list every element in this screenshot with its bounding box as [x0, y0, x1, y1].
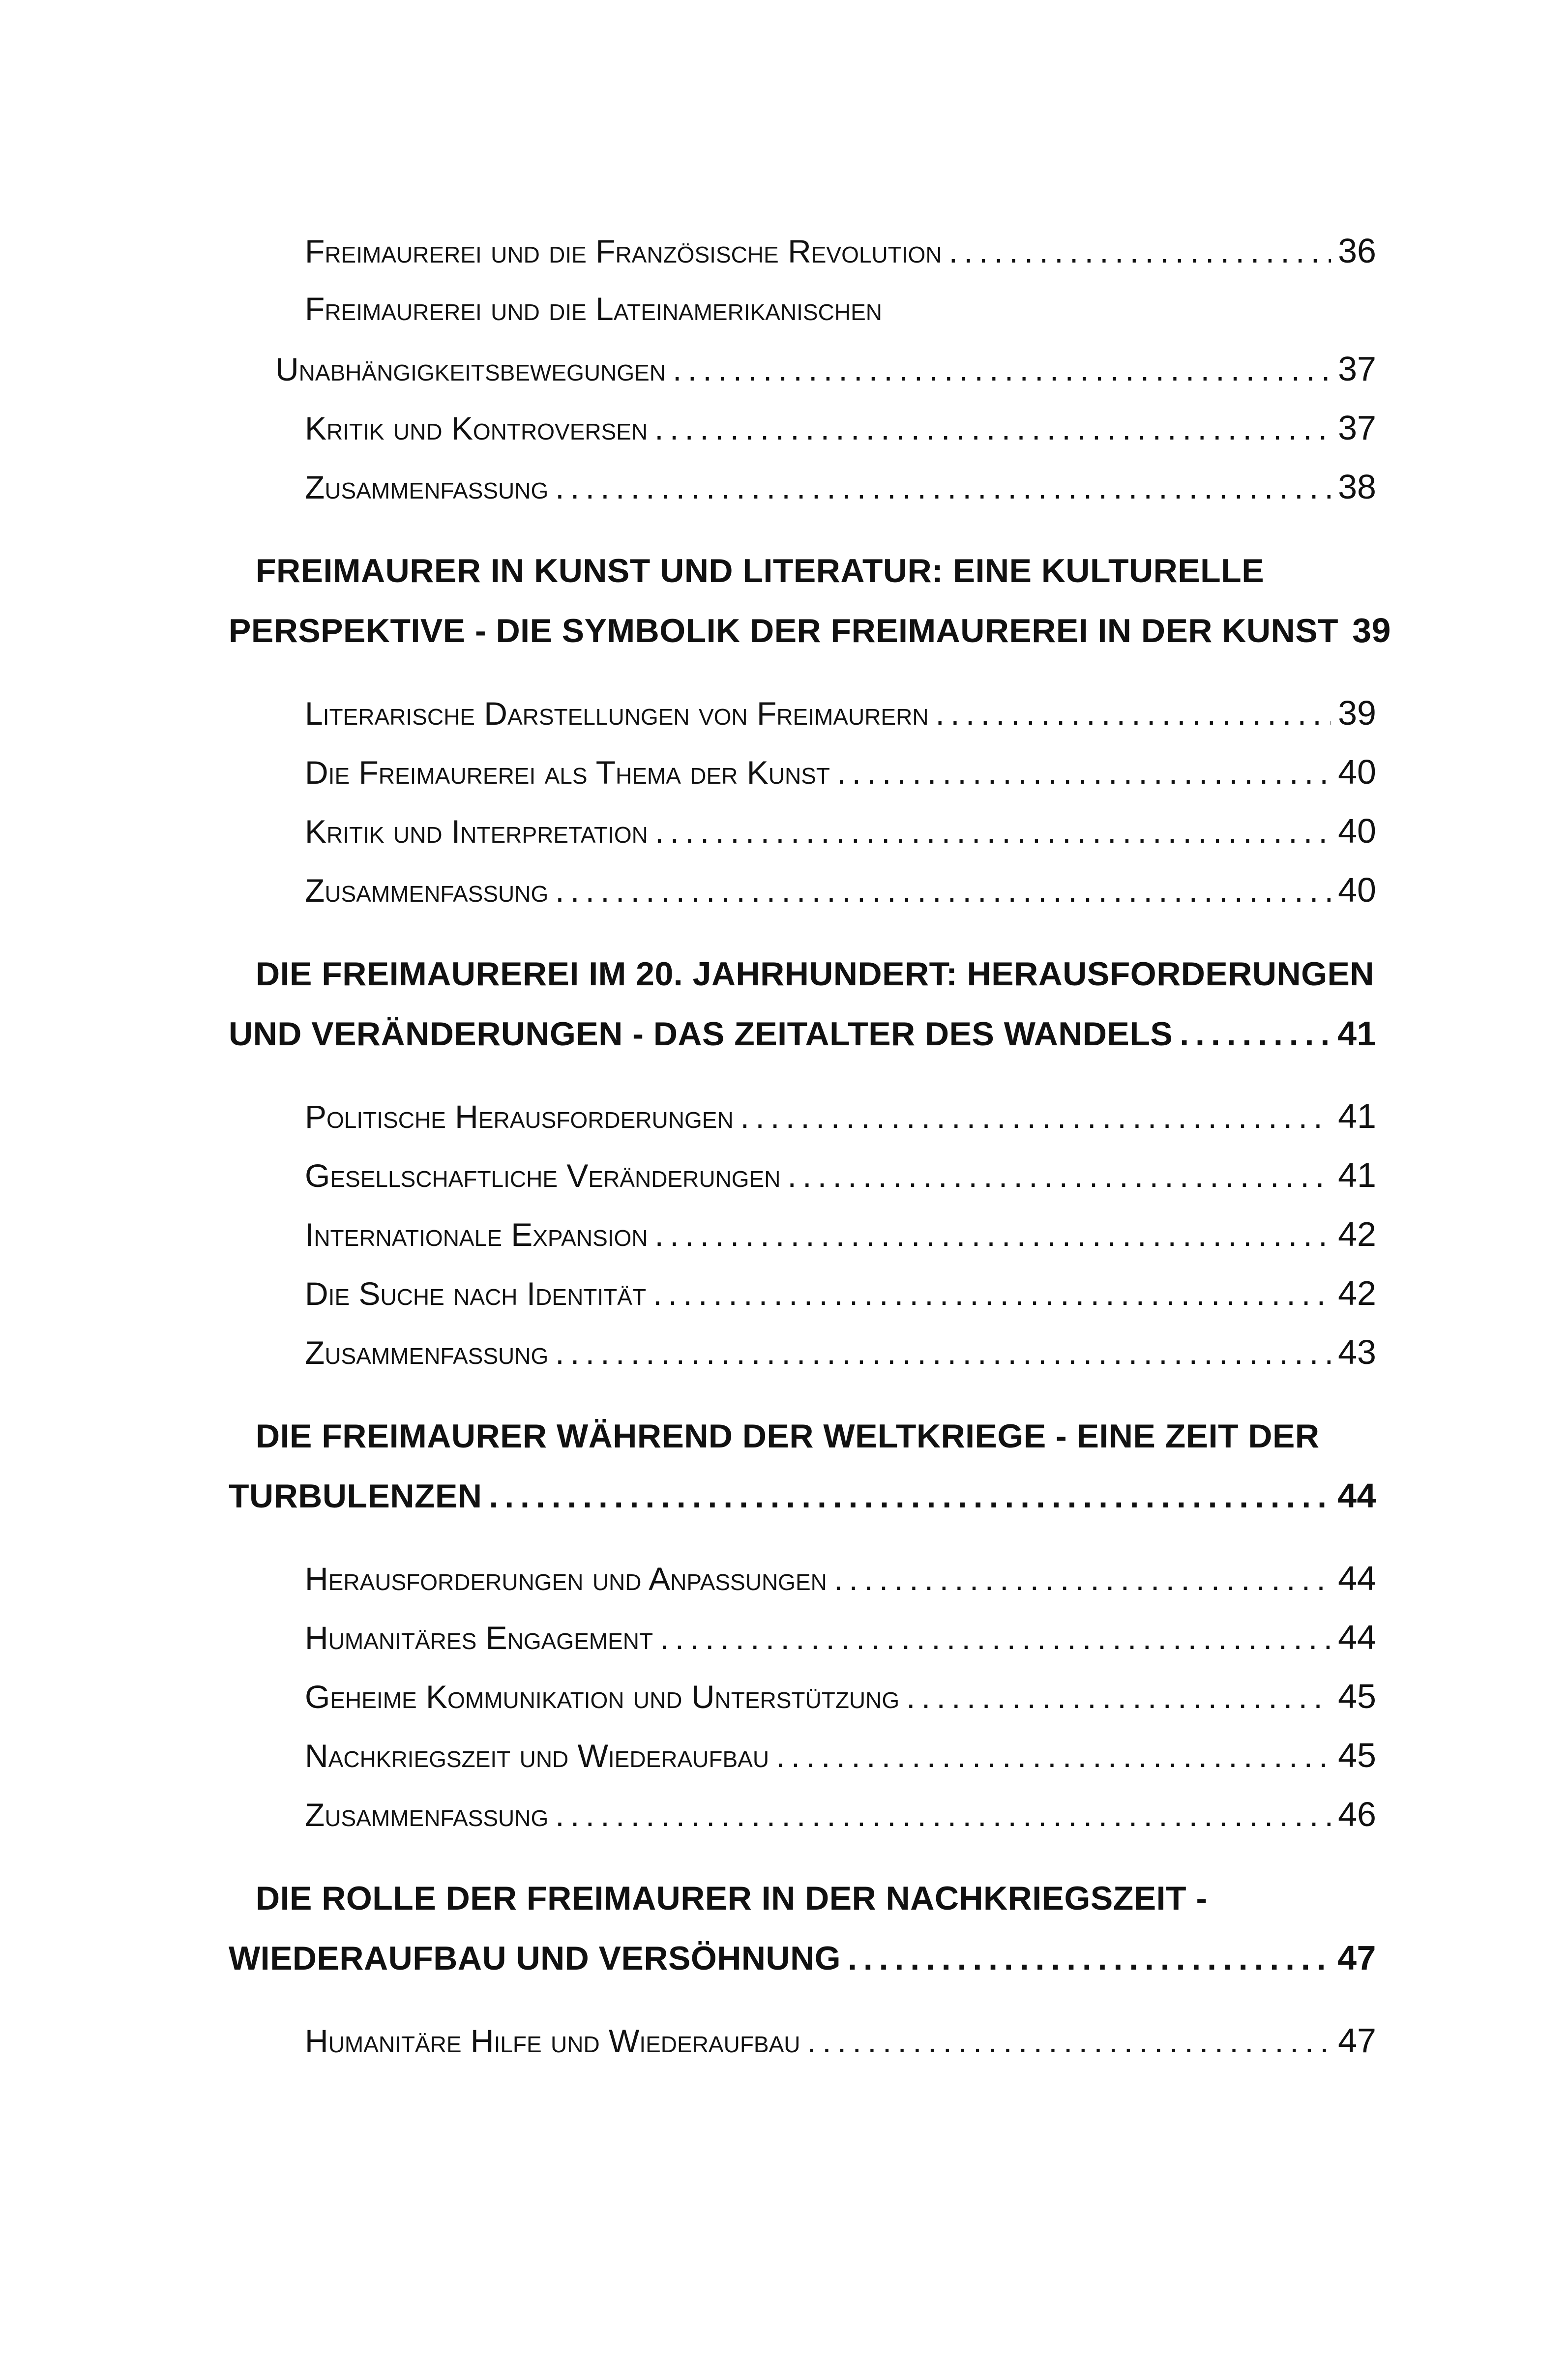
toc-leader-dots: [848, 1939, 1331, 1977]
toc-chapter[interactable]: [256, 1879, 1376, 1918]
toc-entry[interactable]: [305, 1736, 1376, 1775]
toc-entry-page: 41: [1338, 1097, 1376, 1135]
toc-chapter-title: TURBULENZEN: [229, 1477, 482, 1515]
toc-entry-page: 44: [1338, 1559, 1376, 1597]
toc-entry-page: 45: [1338, 1736, 1376, 1774]
toc-leader-dots: [837, 754, 1331, 791]
toc-entry-page: 47: [1338, 2021, 1376, 2060]
toc-entry-title: Nachkriegszeit und Wiederaufbau: [305, 1738, 769, 1774]
toc-entry-title: Zusammenfassung: [305, 872, 549, 909]
toc-entry[interactable]: [305, 1677, 1376, 1716]
toc-leader-dots: [655, 1216, 1331, 1253]
toc-entry-title: Unabhängigkeitsbewegungen: [275, 351, 666, 387]
toc-entry-page: 40: [1338, 871, 1376, 909]
toc-chapter-title: DIE FREIMAURER WÄHREND DER WELTKRIEGE - EINE ZEIT DER: [256, 1417, 1320, 1455]
toc-chapter-title: DIE ROLLE DER FREIMAURER IN DER NACHKRIEGSZEIT -: [256, 1880, 1208, 1917]
toc-chapter-page: 39: [1352, 611, 1391, 649]
toc-chapter[interactable]: [229, 1938, 1376, 1977]
toc-entry[interactable]: [305, 1096, 1376, 1136]
toc-entry-title: Freimaurerei und die Französische Revolution: [305, 233, 942, 269]
toc-leader-dots: [1180, 1015, 1331, 1053]
toc-entry[interactable]: [305, 1155, 1376, 1195]
toc-entry[interactable]: [305, 693, 1376, 733]
toc-entry-page: 43: [1338, 1333, 1376, 1371]
toc-leader-dots: [787, 1157, 1331, 1194]
toc-chapter-title: UND VERÄNDERUNGEN - DAS ZEITALTER DES WANDELS: [229, 1015, 1173, 1053]
toc-entry-page: 37: [1338, 409, 1376, 447]
toc-entry-page: 40: [1338, 753, 1376, 791]
toc-entry-title: Freimaurerei und die Lateinamerikanischen: [305, 291, 882, 327]
toc-entry-title: Politische Herausforderungen: [305, 1098, 734, 1135]
toc-leader-dots: [654, 410, 1331, 447]
toc-chapter[interactable]: [256, 552, 1376, 590]
toc-entry-title: Zusammenfassung: [305, 1797, 549, 1833]
toc-chapter-page: 44: [1337, 1476, 1376, 1515]
toc-entry-page: 38: [1338, 468, 1376, 506]
toc-entry-page: 39: [1338, 694, 1376, 732]
toc-leader-dots: [807, 2022, 1331, 2060]
toc-entry-page: 42: [1338, 1274, 1376, 1312]
toc-entry[interactable]: [305, 467, 1376, 506]
toc-entry[interactable]: [305, 1559, 1376, 1598]
toc-leader-dots: [660, 1619, 1331, 1656]
toc-entry-page: 42: [1338, 1215, 1376, 1253]
toc-leader-dots: [555, 469, 1331, 506]
toc-entry-title: Zusammenfassung: [305, 1334, 549, 1371]
toc-entry[interactable]: [305, 231, 1376, 270]
toc-leader-dots: [740, 1098, 1331, 1135]
toc-leader-dots: [653, 1275, 1331, 1312]
toc-entry[interactable]: [305, 1332, 1376, 1372]
toc-entry[interactable]: [305, 1795, 1376, 1834]
toc-entry-title: Internationale Expansion: [305, 1216, 648, 1253]
toc-chapter-page: 47: [1337, 1939, 1376, 1977]
toc-entry-page: 40: [1338, 812, 1376, 850]
toc-entry-title: Humanitäre Hilfe und Wiederaufbau: [305, 2023, 800, 2059]
toc-leader-dots: [555, 872, 1331, 909]
toc-entry[interactable]: [305, 870, 1376, 910]
toc-entry[interactable]: [305, 2021, 1376, 2060]
toc-entry-title: Die Suche nach Identität: [305, 1275, 647, 1312]
toc-chapter-title: FREIMAURER IN KUNST UND LITERATUR: EINE KULTURELLE: [256, 552, 1265, 590]
toc-entry[interactable]: [275, 349, 1376, 388]
toc-entry-page: 44: [1338, 1618, 1376, 1656]
toc-entry[interactable]: [305, 408, 1376, 447]
toc-chapter-title: PERSPEKTIVE - DIE SYMBOLIK DER FREIMAUREREI IN DER KUNST: [229, 612, 1339, 649]
toc-entry-title: Geheime Kommunikation und Unterstützung: [305, 1679, 900, 1715]
toc-leader-dots: [936, 695, 1331, 732]
toc-leader-dots: [776, 1737, 1331, 1774]
toc-entry-page: 45: [1338, 1677, 1376, 1715]
toc-entry-title: Herausforderungen und Anpassungen: [305, 1561, 827, 1597]
toc-chapter[interactable]: [229, 611, 1391, 650]
toc-chapter-page: 41: [1337, 1014, 1376, 1053]
toc-leader-dots: [673, 351, 1331, 388]
toc-leader-dots: [489, 1477, 1331, 1515]
toc-entry-title: Die Freimaurerei als Thema der Kunst: [305, 754, 830, 791]
toc-leader-dots: [949, 233, 1331, 270]
toc-entry[interactable]: [305, 752, 1376, 792]
toc-entry[interactable]: [305, 1214, 1376, 1254]
toc-leader-dots: [555, 1796, 1331, 1833]
toc-entry-title: Humanitäres Engagement: [305, 1620, 653, 1656]
toc-entry-page: 37: [1338, 350, 1376, 388]
toc-leader-dots: [906, 1678, 1331, 1715]
toc-entry-title: Kritik und Kontroversen: [305, 410, 648, 446]
toc-chapter[interactable]: [256, 1417, 1376, 1455]
toc-entry-title: Literarische Darstellungen von Freimaurern: [305, 695, 929, 732]
toc-leader-dots: [834, 1560, 1331, 1597]
toc-chapter[interactable]: [229, 1476, 1376, 1515]
toc-entry-title: Zusammenfassung: [305, 469, 549, 505]
toc-chapter-title: DIE FREIMAUREREI IM 20. JAHRHUNDERT: HERAUSFORDERUNGEN: [256, 955, 1374, 993]
toc-chapter[interactable]: [229, 1014, 1376, 1053]
toc-chapter-title: WIEDERAUFBAU UND VERSÖHNUNG: [229, 1940, 841, 1977]
toc-entry-page: 41: [1338, 1156, 1376, 1194]
toc-entry-title: Kritik und Interpretation: [305, 813, 648, 850]
toc-chapter[interactable]: [256, 955, 1376, 993]
toc-entry-title: Gesellschaftliche Veränderungen: [305, 1157, 781, 1194]
toc-leader-dots: [555, 1334, 1331, 1371]
toc-entry-page: 46: [1338, 1795, 1376, 1833]
toc-entry[interactable]: [305, 1618, 1376, 1657]
toc-entry-page: 36: [1338, 232, 1376, 270]
toc-entry[interactable]: [305, 811, 1376, 851]
toc-leader-dots: [655, 813, 1331, 850]
toc-entry[interactable]: [305, 1273, 1376, 1313]
toc-entry[interactable]: [305, 290, 1376, 327]
